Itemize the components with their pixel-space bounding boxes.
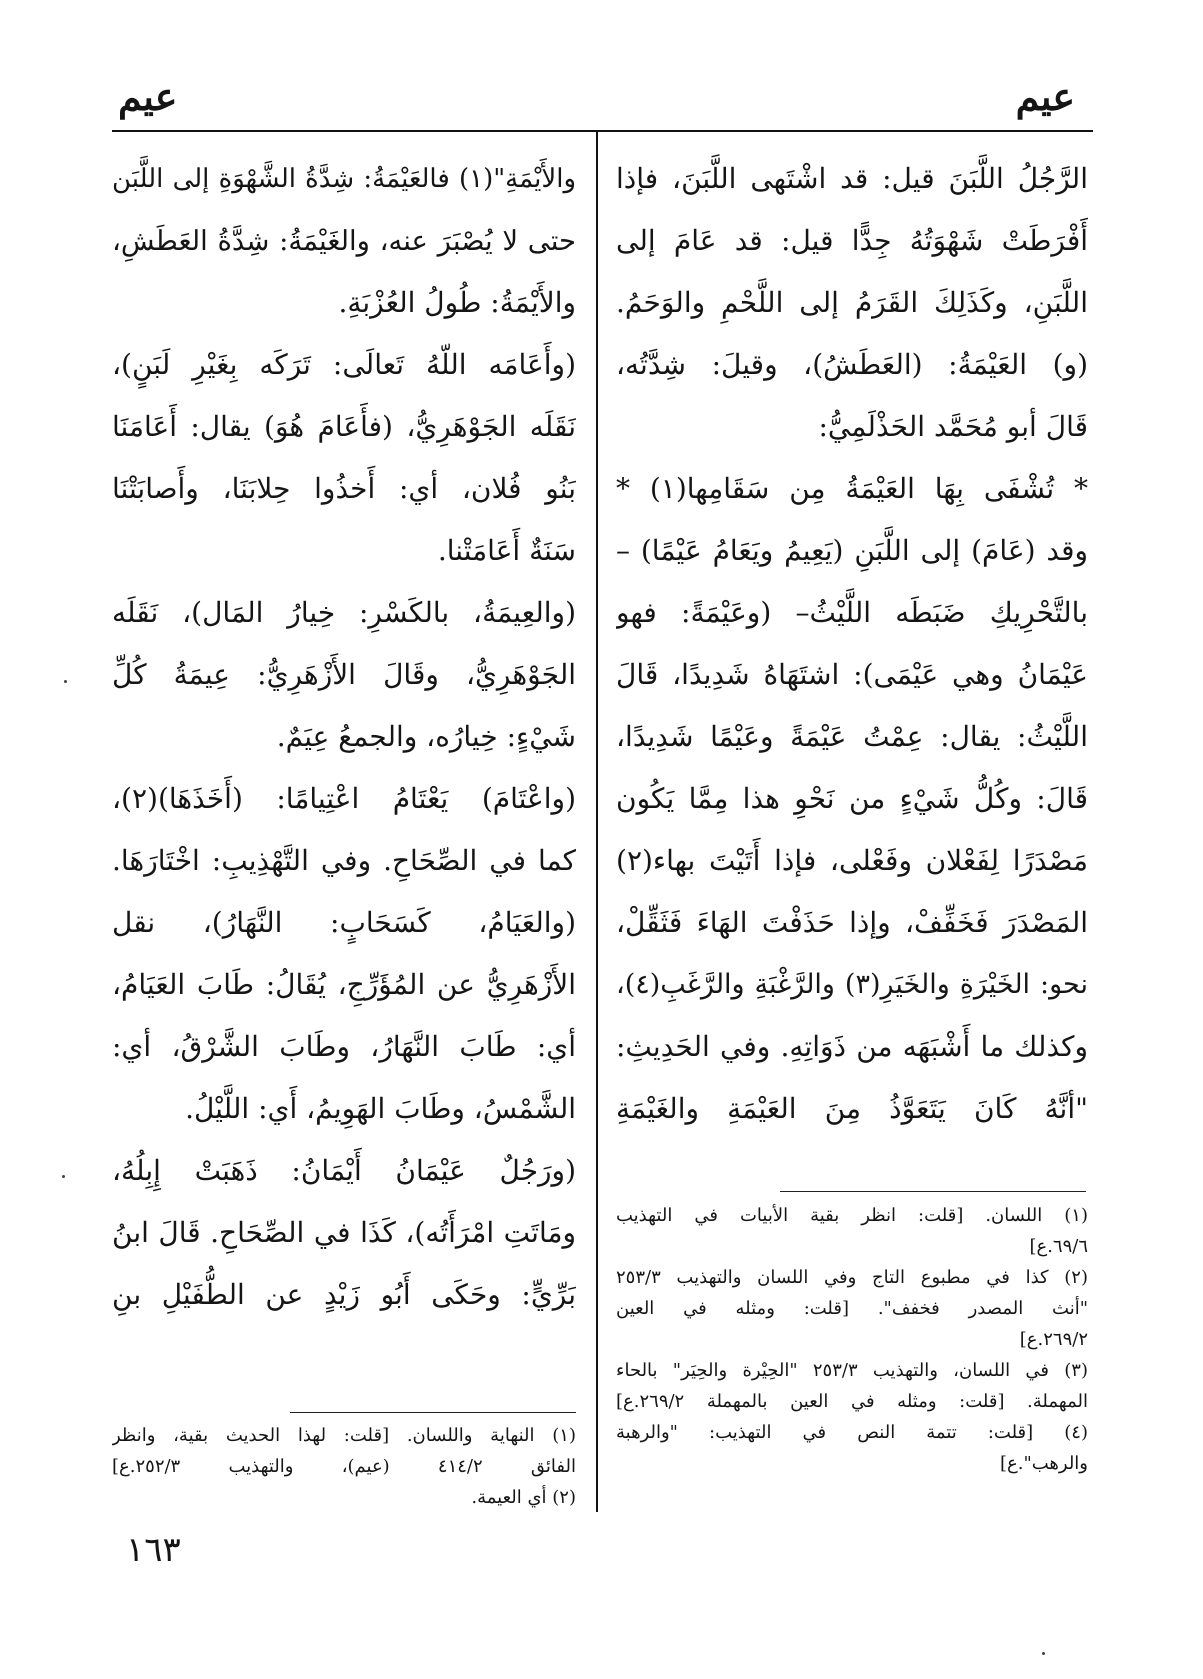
text-line: بالتَّحْرِيكِ ضَبَطَه اللَّيْثُ– (وعَيْمَةً: فهو [616,596,1088,629]
text-line: والأَيْمَةِ"(١) فالعَيْمَةُ: شِدَّةُ الشَّهْوَةِ إلى اللَّبَن [112,164,576,194]
text-line: (واعْتَامَ) يَعْتَامُ اعْتِيامًا: (أَخَذَهَا)(٢)، [112,782,576,815]
page-number: ١٦٣ [126,1530,181,1570]
text-line: الشَّمْسُ، وطَابَ الهَوِيمُ، أَي: اللَّيْلُ. [185,1092,576,1125]
text-line: سَنَةٌ أَعَامَتْنا. [437,534,576,567]
text-line: قَالَ: وكُلُّ شَيْءٍ من نَحْوِ هذا مِمَّا يَكُون [616,782,1088,815]
text-line: بَنُو فُلان، أي: أَخذُوا حِلابَنَا، وأَصابَتْنَا [112,472,576,505]
text-line: كما في الصِّحَاحِ. وفي التَّهْذِيبِ: اخْتَارَهَا. [112,844,576,877]
text-line: عَيْمَانُ وهي عَيْمَى): اشتَهَاهُ شَدِيدًا، قَالَ [616,658,1088,691]
text-line: "أنَّهُ كَانَ يَتَعَوَّذُ مِنَ العَيْمَةِ والغَيْمَةِ [616,1092,1088,1125]
text-line: قَالَ أبو مُحَمَّد الحَذْلَمِيُّ: [818,410,1088,443]
header-rule [112,130,1093,132]
text-line: الجَوْهَرِيُّ، وقَالَ الأَزْهَرِيُّ: عِيمَةُ كُلِّ [112,658,576,691]
right-footnotes [616,1200,1088,1479]
text-line: بَرِّيٍّ: وحَكَى أَبُو زَيْدٍ عن الطُّفَيْلِ بنِ [112,1278,576,1311]
text-line: وكذلك ما أَشْبَهَه من ذَوَاتِهِ. وفي الحَدِيثِ: [616,1030,1088,1063]
scan-speck [64,680,67,683]
scan-speck [1042,1652,1045,1655]
footnote-line: الفائق ٤١٤/٢ (عيم)، والتهذيب ٢٥٢/٣.ع] [112,1456,576,1477]
footnote-rule [780,1191,1086,1192]
text-line: وقد (عَامَ) إلى اللَّبَنِ (يَعِيمُ ويَعَامُ عَيْمًا) – [616,534,1088,567]
footnote-line: "أنث المصدر فخفف". [قلت: ومثله في العين [616,1298,1088,1319]
footnote-rule [290,1412,576,1413]
text-line: حتى لا يُصْبَرَ عنه، والغَيْمَةُ: شِدَّةُ العَطَشِ، [112,225,576,257]
running-header-right: عيم [1015,74,1075,119]
text-line: المَصْدَرَ فَخَفِّفْ، وإذا حَذَفْتَ الهَاءَ فَثَقِّلْ، [616,906,1088,939]
text-line: مَصْدَرًا لِفَعْلان وفَعْلى، فإذا أَتَيْتَ بهاء(٢) [616,844,1088,877]
text-line: ومَاتَتِ امْرَأَتُه)، كَذَا في الصِّحَاحِ. قَالَ ابنُ [112,1216,576,1249]
text-line: اللَّبَنِ، وكَذَلِكَ القَرَمُ إلى اللَّحْمِ والوَحَمُ. [616,286,1088,319]
footnote-line: المهملة. [قلت: ومثله في العين بالمهملة ٢٦٩/٢.ع] [616,1391,1088,1412]
footnote-line: (٣) في اللسان، والتهذيب ٢٥٣/٣ "الحِيْرة والحِيَر" بالحاء [616,1360,1088,1381]
text-line: شَيْءٍ: خِيارُه، والجمعُ عِيَمٌ. [276,720,576,753]
footnote-line: (١) النهاية واللسان. [قلت: لهذا الحديث بقية، وانظر [112,1425,576,1446]
footnote-line: (٢) كذا في مطبوع التاج وفي اللسان والتهذيب ٢٥٣/٣ [616,1267,1088,1288]
footnote-line: ٦٩/٦.ع] [1029,1236,1088,1257]
footnote-line: ٢٦٩/٢.ع] [1019,1329,1088,1350]
text-line: أي: طَابَ النَّهَارُ، وطَابَ الشَّرْقُ، أي: [112,1030,576,1063]
text-line: (والعَيَامُ، كَسَحَابٍ: النَّهَارُ)، نقل [112,906,576,939]
text-line: اللَّيْثُ: يقال: عِمْتُ عَيْمَةً وعَيْمًا شَدِيدًا، [616,720,1088,753]
column-divider [596,132,598,1512]
left-column [112,148,576,1326]
text-line: (وأَعَامَه اللّهُ تَعالَى: تَرَكَه بِغَيْرِ لَبَنٍ)، [112,348,576,381]
text-line: (و) العَيْمَةُ: (العَطَشُ)، وقيلَ: شِدَّتُه، [616,348,1088,381]
right-column [616,148,1088,1140]
footnote-line: (٤) [قلت: تتمة النص في التهذيب: "والرهبة [616,1422,1088,1443]
text-line: نَقَلَه الجَوْهَرِيُّ، (فأَعَامَ هُوَ) يقال: أَعَامَنَا [112,410,576,443]
text-line: أَفْرَطَتْ شَهْوَتُهُ جِدًّا قيل: قد عَامَ إلى [616,224,1088,257]
text-line: الأَزْهَرِيُّ عن المُؤَرِّجِ، يُقَالُ: طَابَ العَيَامُ، [112,968,576,1001]
verse-line: * تُشْفَى بِهَا العَيْمَةُ مِن سَقَامِها(١) * [616,472,1088,505]
running-header-left: عيم [118,74,178,119]
text-line: (ورَجُلٌ عَيْمَانُ أَيْمَانُ: ذَهَبَتْ إِبِلُهُ، [112,1154,576,1187]
footnote-line: (٢) أي العيمة. [471,1487,576,1508]
text-line: (والعِيمَةُ، بالكَسْرِ: خِيارُ المَال)، نَقَلَه [112,596,576,629]
footnote-line: (١) اللسان. [قلت: انظر بقية الأبيات في التهذيب [616,1205,1088,1226]
footnote-line: والرهب".ع] [999,1453,1088,1474]
scan-speck [62,1175,65,1178]
text-line: الرَّجُلُ اللَّبَنَ قيل: قد اشْتَهى اللَّبَنَ، فإذا [616,162,1088,195]
left-footnotes [112,1420,576,1513]
text-line: نحو: الخَيْرَةِ والخَيَرِ(٣) والرَّغْبَةِ والرَّغَبِ(٤)، [616,969,1088,1000]
text-line: والأَيْمَةُ: طُولُ العُزْبَةِ. [338,286,576,319]
